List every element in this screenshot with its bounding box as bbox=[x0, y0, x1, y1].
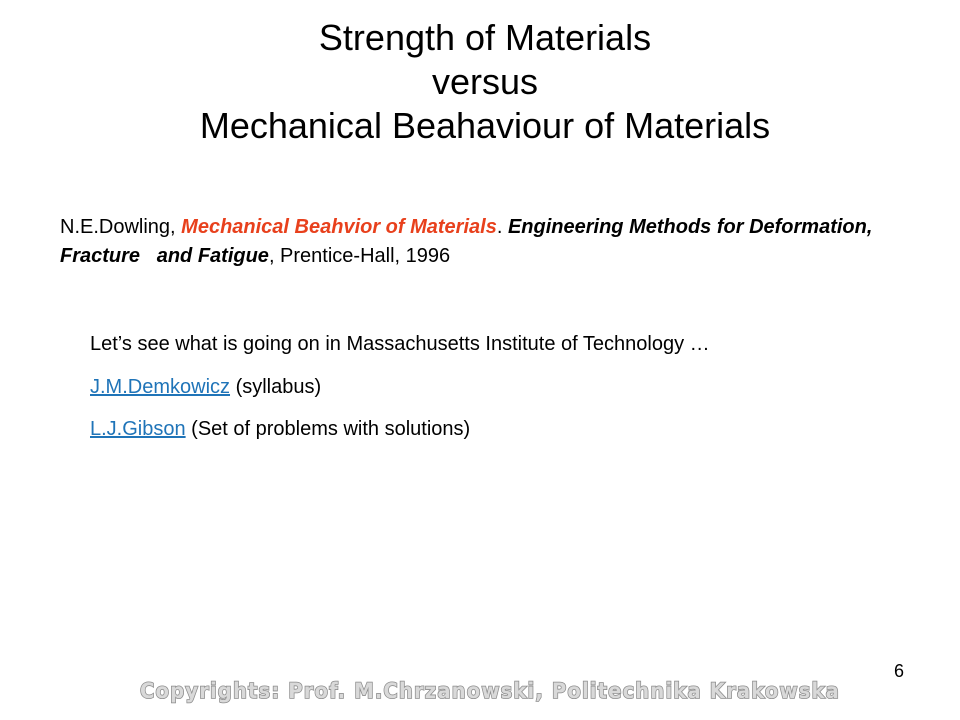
title-line-2: versus bbox=[431, 61, 539, 102]
watermark-graphic bbox=[130, 674, 850, 708]
demkowicz-note: (syllabus) bbox=[230, 376, 322, 398]
gibson-link[interactable]: L.J.Gibson bbox=[90, 418, 186, 440]
reference-author: N.E.Dowling, bbox=[60, 216, 182, 238]
watermark-text: Copyrights: Prof. M.Chrzanowski, Politechnika Krakowska bbox=[140, 679, 840, 703]
intro-text: Let’s see what is going on in Massachusetts Institute of Technology … bbox=[90, 333, 710, 355]
link-row-gibson bbox=[90, 415, 470, 443]
reference-subtitle-part-2: and Fatigue bbox=[156, 245, 269, 267]
reference-subtitle-part-1: Engineering Methods for Deformation, Fracture bbox=[60, 216, 873, 267]
reference-separator: . bbox=[496, 216, 508, 238]
copyright-watermark bbox=[130, 674, 850, 708]
title-line-1: Strength of Materials bbox=[318, 17, 652, 58]
demkowicz-link[interactable]: J.M.Demkowicz bbox=[90, 376, 231, 398]
book-reference bbox=[60, 213, 900, 271]
link-row-demkowicz bbox=[90, 373, 321, 401]
title-line-3: Mechanical Beahaviour of Materials bbox=[199, 105, 771, 146]
reference-subtitle-gap bbox=[140, 245, 157, 267]
slide-title bbox=[80, 16, 890, 148]
gibson-note: (Set of problems with solutions) bbox=[185, 418, 471, 440]
page-number: 6 bbox=[893, 661, 904, 681]
reference-book-title: Mechanical Beahvior of Materials bbox=[181, 216, 497, 238]
reference-publisher: , Prentice-Hall, 1996 bbox=[268, 245, 451, 267]
